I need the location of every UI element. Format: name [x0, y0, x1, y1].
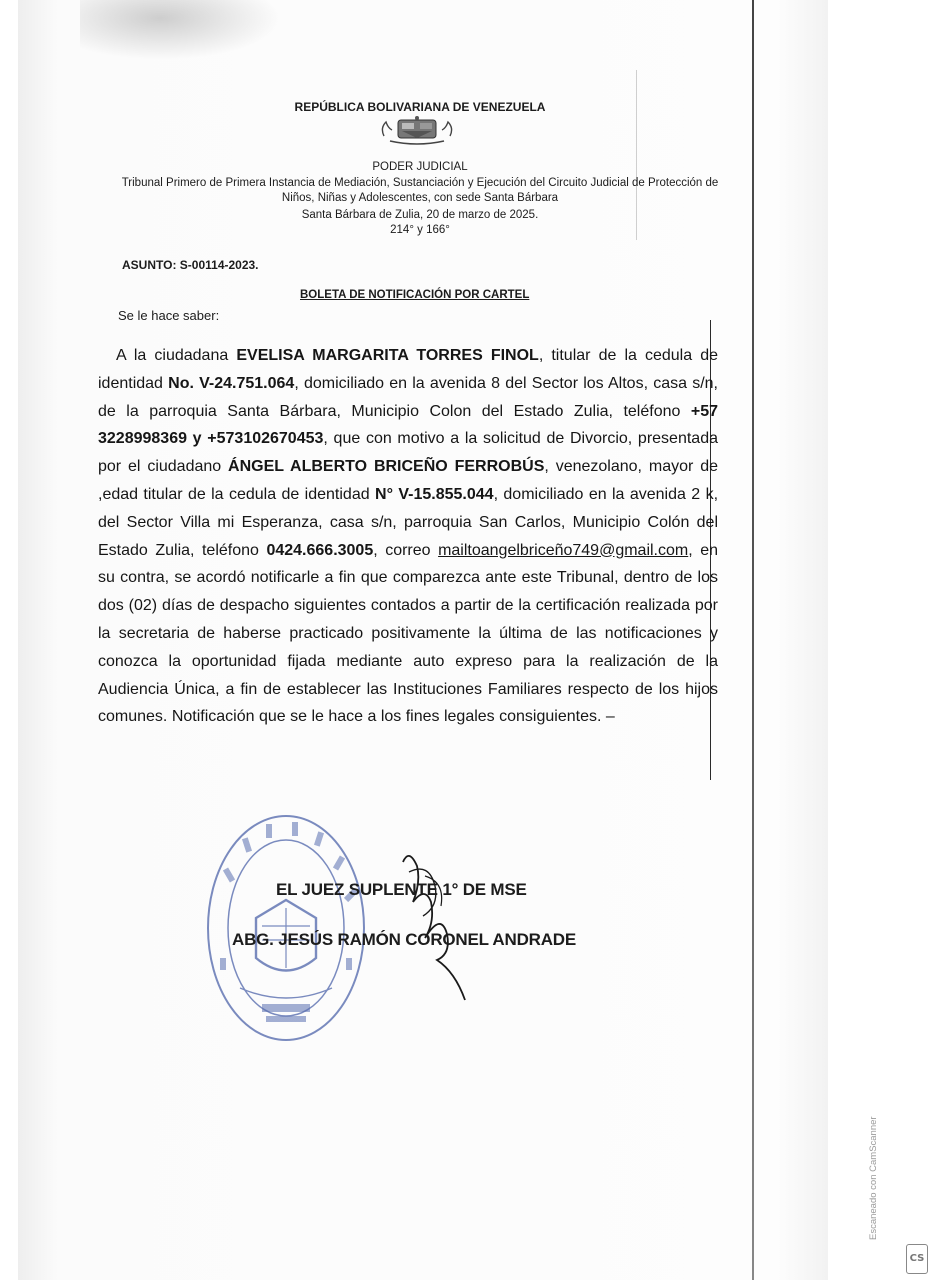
petitioner-email: mailtoangelbriceño749@gmail.com [438, 541, 689, 559]
judge-name: ABG. JESÚS RAMÓN CORONEL ANDRADE [232, 930, 577, 949]
court-seal [200, 808, 372, 1048]
document-title: BOLETA DE NOTIFICACIÓN POR CARTEL [300, 289, 530, 301]
court-name: Tribunal Primero de Primera Instancia de Mediación, Sustanciación y Ejecución del Circuito Judicial de Protección de Niños, Niñas y Adolescentes, con sede Santa Bárbara [121, 177, 719, 204]
coat-of-arms-icon [376, 114, 458, 146]
petitioner-name: ÁNGEL ALBERTO BRICEÑO FERROBÚS [228, 458, 545, 476]
era-years: 214° y 166° [390, 224, 450, 236]
handwritten-signature [395, 842, 475, 1002]
salutation: Se le hace saber: [118, 308, 220, 323]
scanner-watermark-text: Escaneado con CamScanner [868, 1116, 879, 1240]
petitioner-id: N° V-15.855.044 [375, 485, 494, 503]
place-date: Santa Bárbara de Zulia, 20 de marzo de 2025. [301, 209, 539, 221]
page-edge-line [752, 0, 754, 1280]
petitioner-phone: 0424.666.3005 [266, 541, 374, 559]
judge-title: EL JUEZ SUPLENTE 1° DE MSE [276, 880, 527, 899]
camscanner-logo-icon: CS [906, 1244, 928, 1274]
notification-body: A la ciudadana EVELISA MARGARITA TORRES FINOL, titular de la cedula de identidad No. V-24.751.064, domiciliado en la avenida 8 del Sector los Altos, casa s/n, de la parroquia Santa Bárbara, Municipio Colon del Estado Zulia, teléfono +57 3228998369 y +573102670453, que con motivo a la solicitud de Divorcio, presentada por el ciudadano ÁNGEL ALBERTO BRICEÑO FERROBÚS, venezolano, mayor de ,edad titular de la cedula de identidad N° V-15.855.044, domiciliado en la avenida 2 k, del Sector Villa mi Esperanza, casa s/n, parroquia San Carlos, Municipio Colón del Estado Zulia, teléfono 0424.666.3005, correo mailtoangelbriceño749@gmail.com, en su contra, se acordó notificarle a fin que comparezca ante este Tribunal, dentro de los dos (02) días de despacho siguientes contados a partir de la certificación realizada por la secretaria de haberse practicado positivamente la última de las notificaciones y conozca la oportunidad fijada mediante auto expreso para la realización de la Audiencia Única, a fin de establecer las Instituciones Familiares respecto de los hijos comunes. Notificación que se le hace a los fines legales consiguientes. – [98, 347, 719, 726]
case-number: ASUNTO: S-00114-2023. [122, 258, 259, 272]
scan-margin [828, 0, 940, 1280]
respondent-id: No. V-24.751.064 [168, 374, 295, 392]
judicial-power-heading: PODER JUDICIAL [372, 161, 468, 173]
scan-smudge [80, 0, 280, 60]
respondent-phones: +57 3228998369 y +573102670453 [98, 402, 718, 448]
respondent-name: EVELISA MARGARITA TORRES FINOL [236, 347, 539, 364]
republic-heading: REPÚBLICA BOLIVARIANA DE VENEZUELA [294, 100, 546, 114]
